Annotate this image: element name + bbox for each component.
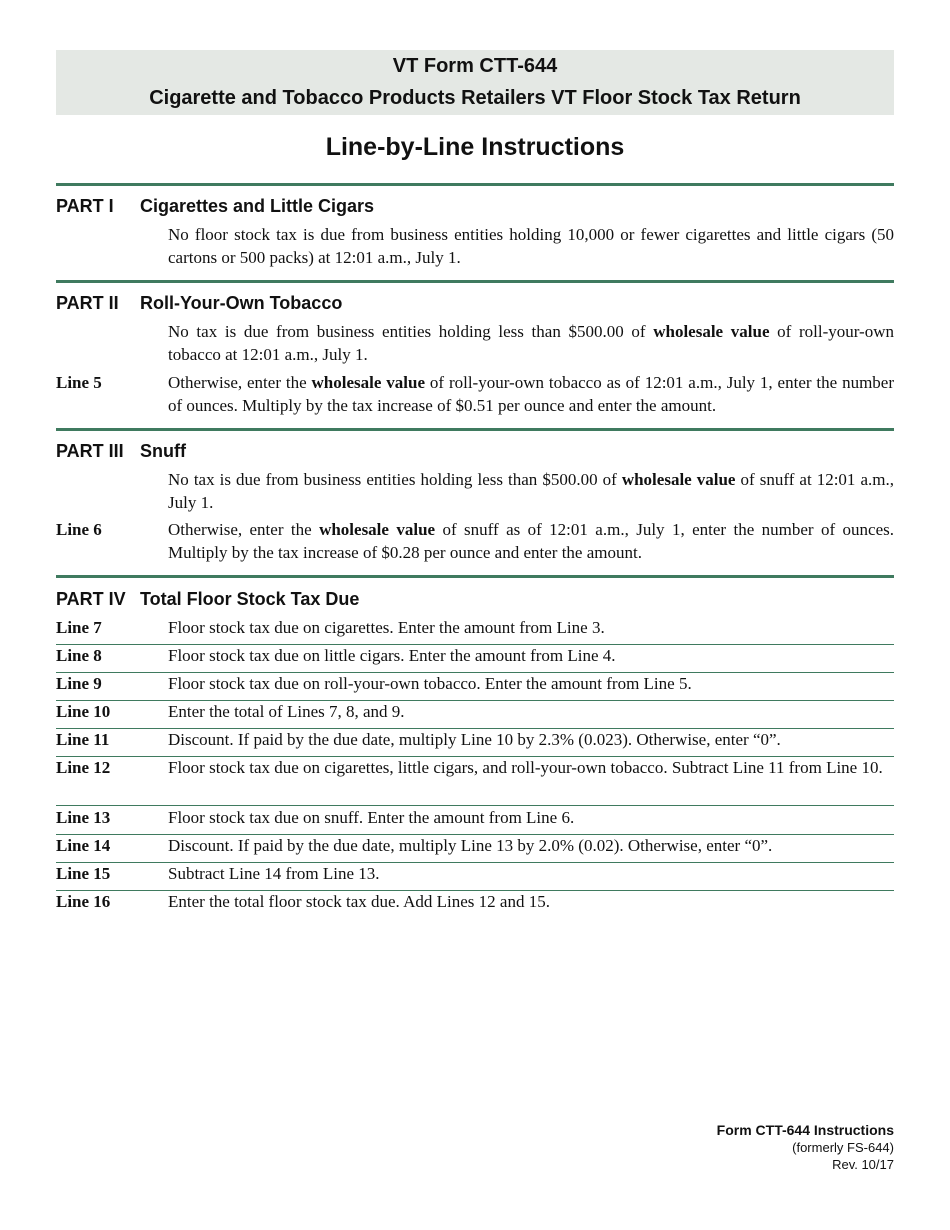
line-6-text: Otherwise, enter the wholesale value of snuff as of 12:01 a.m., July 1, enter the number of ounces. Multiply by the tax increase of $0.28 per ounce and enter the amount. [168,520,894,562]
part-1-text: No floor stock tax is due from business entities holding 10,000 or fewer cigarettes and little cigars (50 cartons or 500 packs) at 12:01 a.m., July 1. [168,225,894,267]
line-16-text: Enter the total floor stock tax due. Add Lines 12 and 15. [168,892,550,911]
section-divider [56,183,894,186]
part-3-label: PART III [56,441,124,461]
section-divider [56,280,894,283]
line-8-text: Floor stock tax due on little cigars. Enter the amount from Line 4. [168,646,616,665]
line-16-label: Line 16 [56,892,111,911]
footer [717,1122,894,1173]
line-9-text: Floor stock tax due on roll-your-own tobacco. Enter the amount from Line 5. [168,674,692,693]
line-12-label: Line 12 [56,758,111,777]
line-9-label: Line 9 [56,674,102,693]
line-15-text: Subtract Line 14 from Line 13. [168,864,380,883]
footer-formerly: (formerly FS-644) [792,1140,894,1155]
part-3-intro: No tax is due from business entities holding less than $500.00 of wholesale value of snuff at 12:01 a.m., July 1. [168,470,894,512]
section-divider [56,428,894,431]
part-1-title: Cigarettes and Little Cigars [140,196,375,216]
line-11-label: Line 11 [56,730,110,749]
row-divider [56,805,894,806]
line-11-text: Discount. If paid by the due date, multiply Line 10 by 2.3% (0.023). Otherwise, enter “0”. [168,730,781,749]
line-7-text: Floor stock tax due on cigarettes. Enter the amount from Line 3. [168,618,605,637]
header-band [56,50,894,115]
line-13-label: Line 13 [56,808,111,827]
line-14-label: Line 14 [56,836,111,855]
line-10-label: Line 10 [56,702,111,721]
line-15-label: Line 15 [56,864,111,883]
line-14-text: Discount. If paid by the due date, multiply Line 13 by 2.0% (0.02). Otherwise, enter “0”. [168,836,773,855]
footer-form-name: Form CTT-644 Instructions [716,1122,894,1138]
part-2-label: PART II [56,293,119,313]
line-6-label: Line 6 [56,520,102,539]
line-7-label: Line 7 [56,618,102,637]
part-2-title: Roll-Your-Own Tobacco [140,293,343,313]
section-divider [56,575,894,578]
part-3-title: Snuff [140,441,186,461]
part-2-intro: No tax is due from business entities holding less than $500.00 of wholesale value of roll-your-own tobacco at 12:01 a.m., July 1. [168,322,894,364]
part-4-label: PART IV [56,589,126,609]
part-1-label: PART I [56,196,114,216]
line-10-text: Enter the total of Lines 7, 8, and 9. [168,702,405,721]
form-subtitle: Cigarette and Tobacco Products Retailers VT Floor Stock Tax Return [149,87,801,109]
line-5-text: Otherwise, enter the wholesale value of roll-your-own tobacco as of 12:01 a.m., July 1, enter the number of ounces. Multiply by the tax increase of $0.51 per ounce and enter the amount. [168,373,894,415]
footer-revision: Rev. 10/17 [832,1157,894,1172]
form-title: VT Form CTT-644 [392,55,558,77]
page-subtitle: Line-by-Line Instructions [325,133,625,161]
part-4-title: Total Floor Stock Tax Due [140,589,360,609]
line-5-label: Line 5 [56,373,102,392]
line-13-text: Floor stock tax due on snuff. Enter the amount from Line 6. [168,808,575,827]
line-12-text: Floor stock tax due on cigarettes, little cigars, and roll-your-own tobacco. Subtract Line 11 from Line 10. [168,758,883,777]
line-8-label: Line 8 [56,646,102,665]
